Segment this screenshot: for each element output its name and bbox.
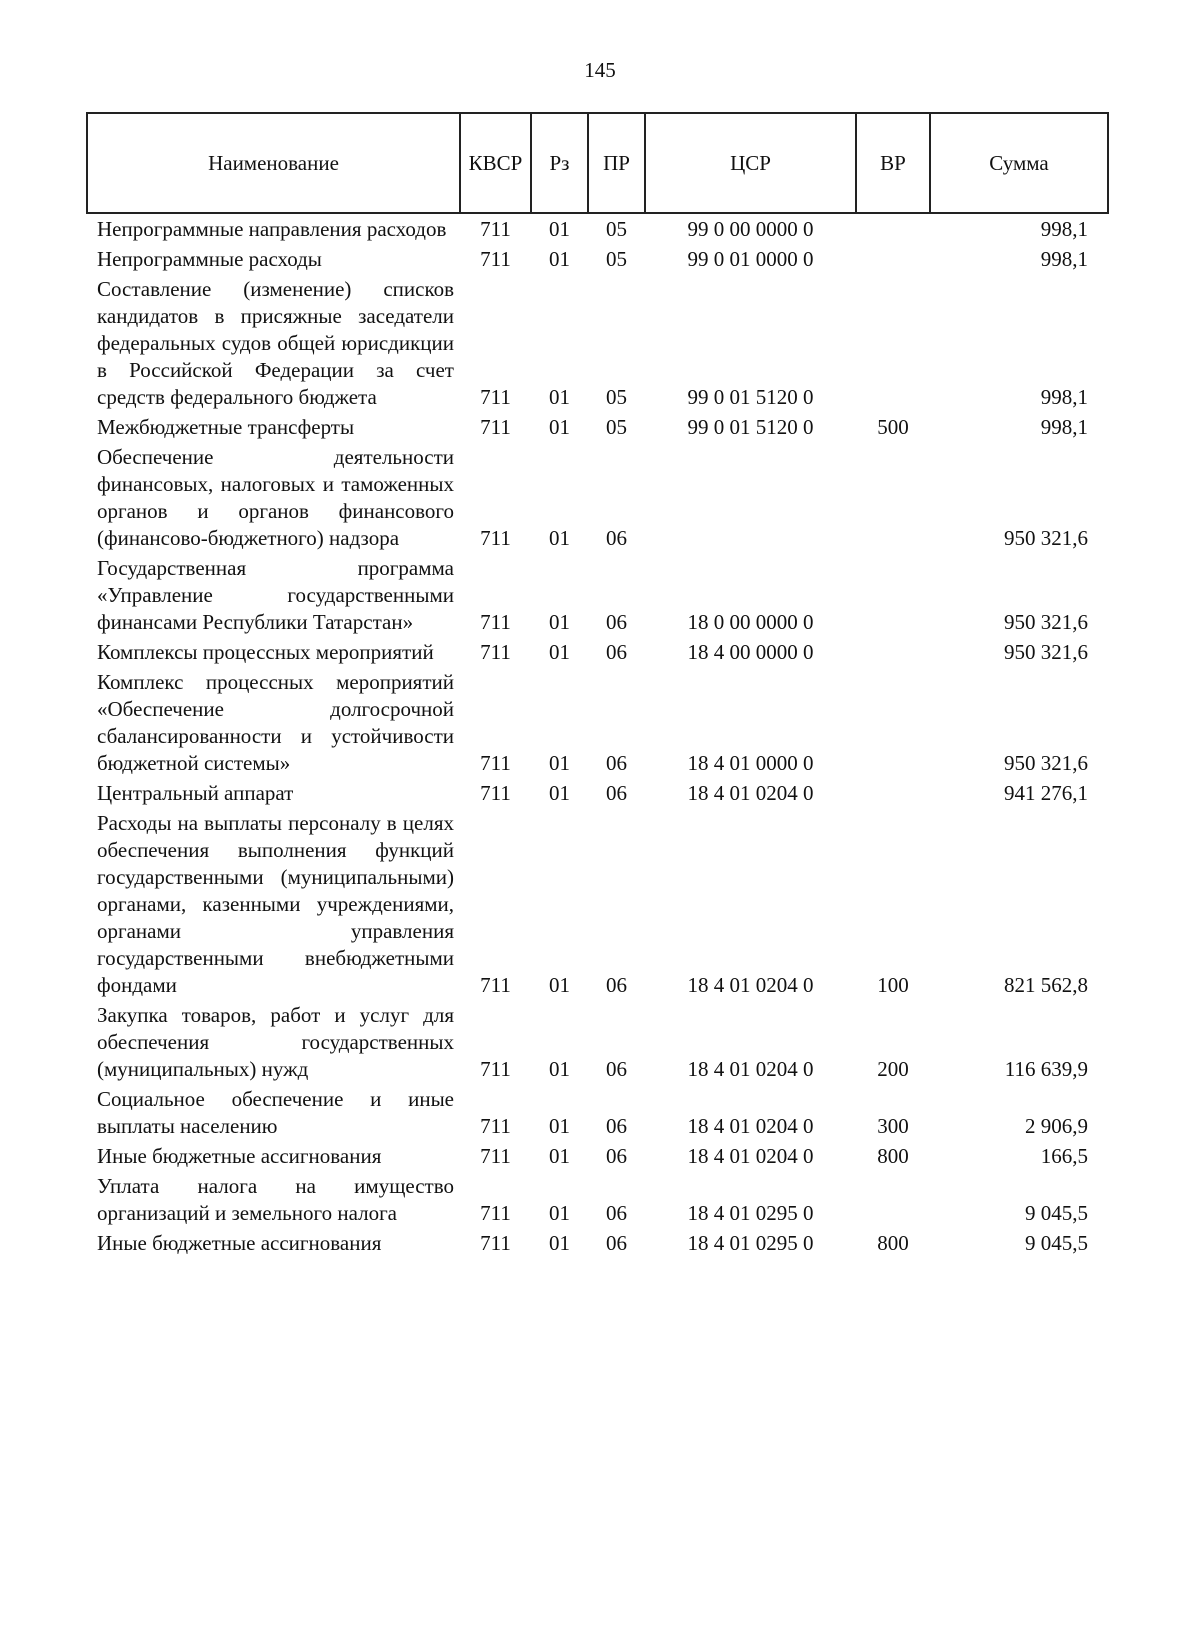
cell-name: Расходы на выплаты персоналу в целях обеспечения выполнения функций государственными (муниципальными) органами, казенными учреждениями, органами управления государственными внебюджетными фондами: [97, 811, 454, 997]
cell-csr: 18 4 01 0204 0: [687, 973, 814, 997]
cell-kvsr: 711: [480, 1114, 511, 1138]
cell-rz: 01: [549, 1057, 570, 1081]
cell-pr: 06: [606, 1144, 627, 1168]
cell-sum: 998,1: [1040, 247, 1088, 271]
cell-rz: 01: [549, 640, 570, 664]
table-row: [87, 780, 1108, 810]
cell-sum: 950 321,6: [1004, 751, 1088, 775]
cell-csr: 18 4 01 0295 0: [687, 1201, 814, 1225]
table-row: [87, 1143, 1108, 1173]
cell-rz: 01: [549, 1201, 570, 1225]
cell-rz: 01: [549, 781, 570, 805]
cell-pr: 06: [606, 751, 627, 775]
cell-sum: 821 562,8: [1004, 973, 1088, 997]
table-row: [87, 810, 1108, 1002]
cell-name: Составление (изменение) списков кандидатов в присяжные заседатели федеральных судов общей юрисдикции в Российской Федерации за счет средств федерального бюджета: [97, 277, 454, 409]
cell-rz: 01: [549, 526, 570, 550]
cell-rz: 01: [549, 1231, 570, 1255]
cell-rz: 01: [549, 751, 570, 775]
cell-rz: 01: [549, 415, 570, 439]
header-sum: Сумма: [930, 113, 1108, 213]
cell-kvsr: 711: [480, 640, 511, 664]
cell-vr: [856, 639, 930, 669]
cell-name: Государственная программа «Управление государственными финансами Республики Татарстан»: [97, 556, 454, 634]
cell-csr: 18 4 01 0204 0: [687, 1144, 814, 1168]
table-row: [87, 1002, 1108, 1086]
cell-pr: 06: [606, 610, 627, 634]
cell-vr: [856, 669, 930, 780]
cell-name: Иные бюджетные ассигнования: [97, 1231, 382, 1255]
cell-pr: 06: [606, 781, 627, 805]
cell-name: Социальное обеспечение и иные выплаты населению: [97, 1087, 454, 1138]
cell-vr: [856, 555, 930, 639]
cell-name: Непрограммные направления расходов: [97, 217, 447, 241]
page-number: 145: [584, 58, 616, 82]
cell-sum: 998,1: [1040, 217, 1088, 241]
cell-name: Непрограммные расходы: [97, 247, 322, 271]
cell-sum: 950 321,6: [1004, 610, 1088, 634]
cell-name: Обеспечение деятельности финансовых, налоговых и таможенных органов и органов финансового (финансово-бюджетного) надзора: [97, 445, 454, 550]
cell-csr: 18 0 00 0000 0: [687, 610, 814, 634]
cell-name: Закупка товаров, работ и услуг для обеспечения государственных (муниципальных) нужд: [97, 1003, 454, 1081]
cell-name: Комплексы процессных мероприятий: [97, 640, 434, 664]
table-row: [87, 555, 1108, 639]
cell-rz: 01: [549, 385, 570, 409]
cell-sum: 9 045,5: [1025, 1201, 1088, 1225]
cell-vr: [856, 780, 930, 810]
table-row: [87, 444, 1108, 555]
cell-pr: 06: [606, 973, 627, 997]
cell-kvsr: 711: [480, 1144, 511, 1168]
cell-pr: 05: [606, 385, 627, 409]
cell-csr: [645, 444, 856, 555]
cell-kvsr: 711: [480, 247, 511, 271]
table-row: [87, 669, 1108, 780]
cell-kvsr: 711: [480, 217, 511, 241]
cell-csr: 18 4 01 0204 0: [687, 781, 814, 805]
cell-rz: 01: [549, 610, 570, 634]
cell-sum: 950 321,6: [1004, 640, 1088, 664]
cell-vr: [856, 1173, 930, 1230]
cell-vr: [856, 444, 930, 555]
cell-pr: 05: [606, 217, 627, 241]
header-csr: ЦСР: [645, 113, 856, 213]
table-row: [87, 276, 1108, 414]
cell-pr: 06: [606, 1114, 627, 1138]
header-kvsr: КВСР: [460, 113, 531, 213]
cell-vr: 500: [877, 415, 909, 439]
cell-vr: [856, 276, 930, 414]
table-row: [87, 639, 1108, 669]
table-row: [87, 1173, 1108, 1230]
cell-csr: 18 4 01 0204 0: [687, 1057, 814, 1081]
cell-kvsr: 711: [480, 1201, 511, 1225]
cell-csr: 18 4 01 0000 0: [687, 751, 814, 775]
cell-kvsr: 711: [480, 415, 511, 439]
cell-kvsr: 711: [480, 973, 511, 997]
cell-csr: 18 4 01 0295 0: [687, 1231, 814, 1255]
cell-pr: 06: [606, 1057, 627, 1081]
cell-csr: 18 4 01 0204 0: [687, 1114, 814, 1138]
cell-pr: 06: [606, 1201, 627, 1225]
header-rz: Рз: [531, 113, 588, 213]
table-row: [87, 1086, 1108, 1143]
cell-sum: 941 276,1: [1004, 781, 1088, 805]
cell-csr: 99 0 00 0000 0: [687, 217, 814, 241]
cell-pr: 06: [606, 1231, 627, 1255]
cell-kvsr: 711: [480, 1057, 511, 1081]
table-header-row: [87, 113, 1108, 213]
cell-rz: 01: [549, 973, 570, 997]
cell-sum: 998,1: [1040, 415, 1088, 439]
cell-name: Межбюджетные трансферты: [97, 415, 355, 439]
cell-csr: 99 0 01 0000 0: [687, 247, 814, 271]
table-row: [87, 414, 1108, 444]
cell-kvsr: 711: [480, 385, 511, 409]
cell-vr: 200: [877, 1057, 909, 1081]
cell-pr: 05: [606, 415, 627, 439]
cell-sum: 116 639,9: [1004, 1057, 1088, 1081]
cell-kvsr: 711: [480, 751, 511, 775]
table-row: [87, 1230, 1108, 1260]
budget-table: [86, 112, 1109, 1260]
cell-name: Центральный аппарат: [97, 781, 294, 805]
cell-pr: 05: [606, 247, 627, 271]
cell-kvsr: 711: [480, 1231, 511, 1255]
cell-sum: 9 045,5: [1025, 1231, 1088, 1255]
cell-sum: 2 906,9: [1025, 1114, 1088, 1138]
cell-vr: 300: [877, 1114, 909, 1138]
cell-vr: 800: [877, 1144, 909, 1168]
cell-pr: 06: [606, 640, 627, 664]
cell-vr: [856, 213, 930, 246]
table-body: [87, 213, 1108, 1260]
cell-kvsr: 711: [480, 610, 511, 634]
table-row: [87, 213, 1108, 246]
cell-vr: 800: [877, 1231, 909, 1255]
cell-name: Уплата налога на имущество организаций и земельного налога: [97, 1174, 454, 1225]
cell-rz: 01: [549, 247, 570, 271]
cell-pr: 06: [606, 526, 627, 550]
table-row: [87, 246, 1108, 276]
header-vr: ВР: [856, 113, 930, 213]
cell-vr: 100: [877, 973, 909, 997]
header-name: Наименование: [87, 113, 460, 213]
cell-kvsr: 711: [480, 526, 511, 550]
cell-vr: [856, 246, 930, 276]
cell-sum: 950 321,6: [1004, 526, 1088, 550]
cell-sum: 166,5: [1040, 1144, 1088, 1168]
cell-sum: 998,1: [1040, 385, 1088, 409]
cell-csr: 99 0 01 5120 0: [687, 385, 814, 409]
cell-name: Комплекс процессных мероприятий «Обеспечение долгосрочной сбалансированности и устойчивости бюджетной системы»: [97, 670, 454, 775]
cell-rz: 01: [549, 217, 570, 241]
cell-name: Иные бюджетные ассигнования: [97, 1144, 382, 1168]
cell-csr: 99 0 01 5120 0: [687, 415, 814, 439]
cell-rz: 01: [549, 1144, 570, 1168]
cell-kvsr: 711: [480, 781, 511, 805]
header-pr: ПР: [588, 113, 645, 213]
cell-csr: 18 4 00 0000 0: [687, 640, 814, 664]
cell-rz: 01: [549, 1114, 570, 1138]
